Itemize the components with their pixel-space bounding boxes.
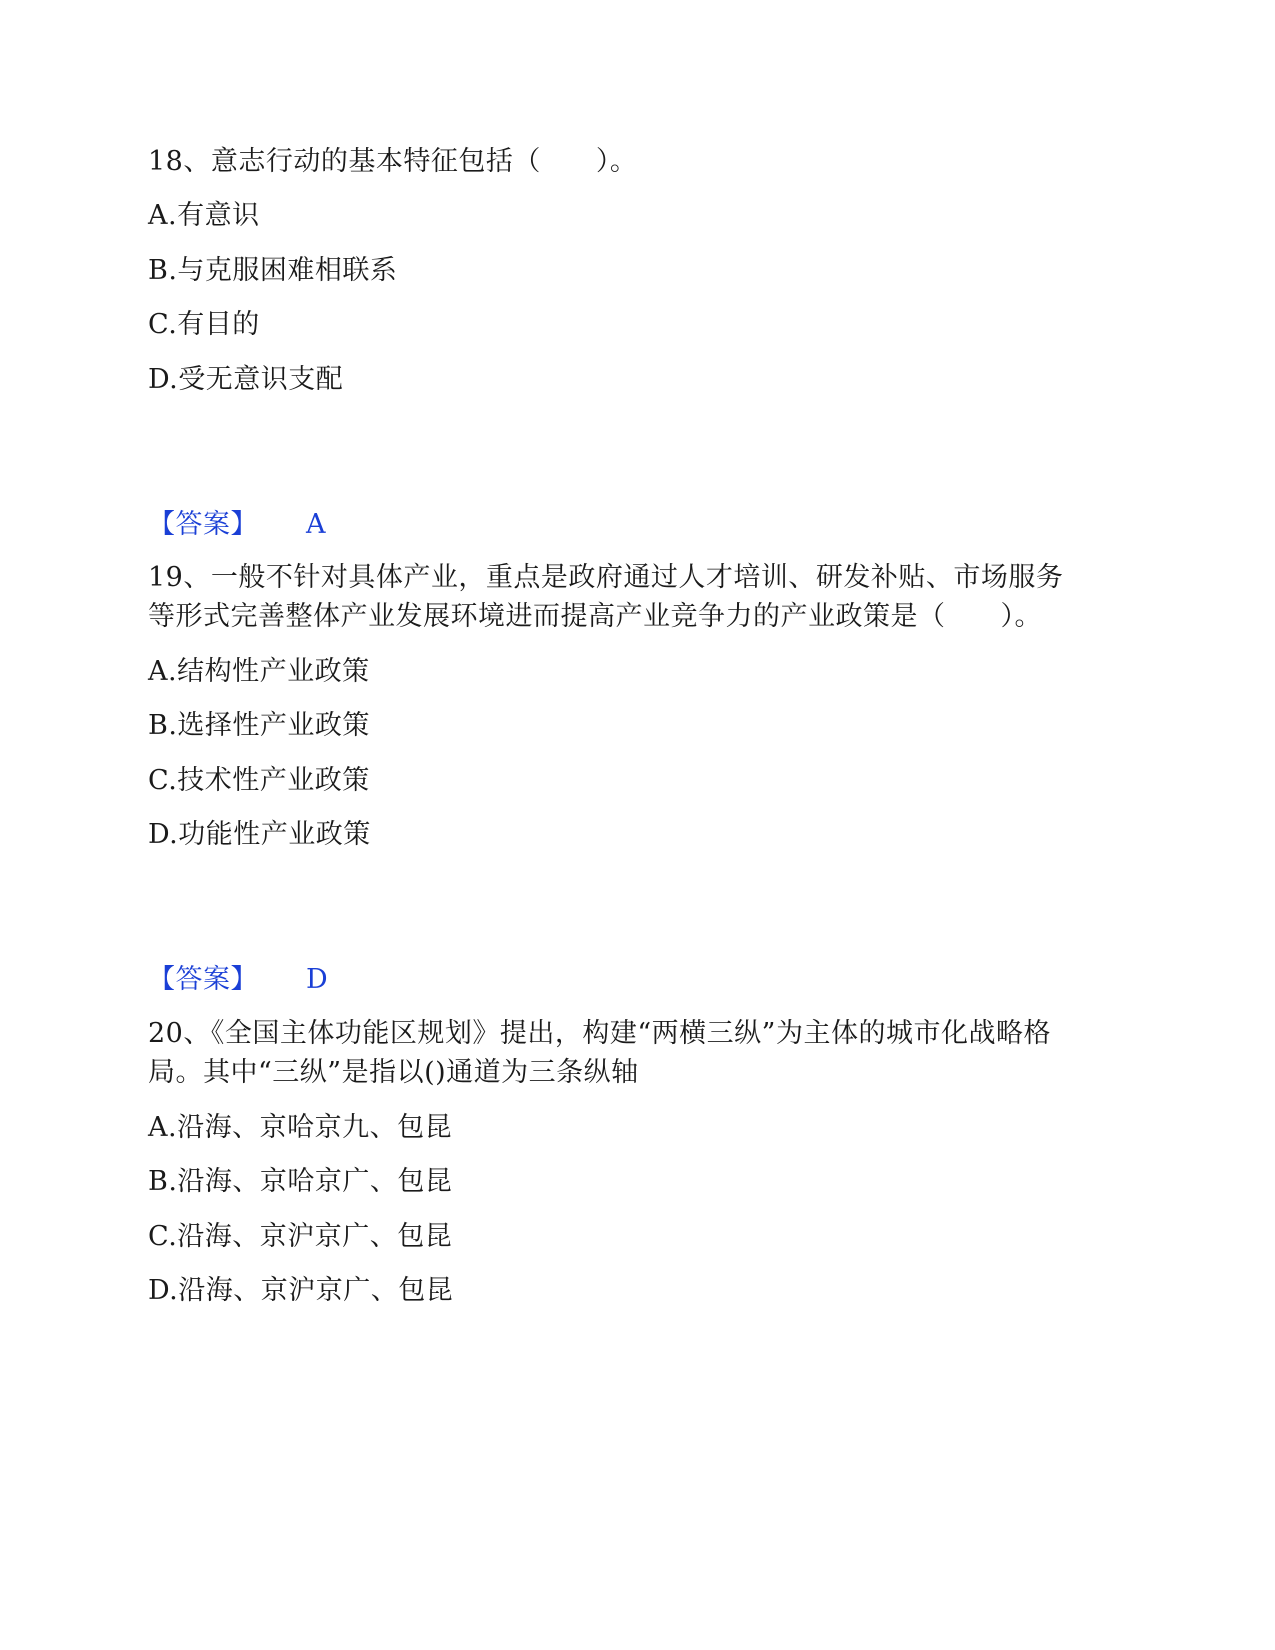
question-19-stem-line-2: 等形式完善整体产业发展环境进而提高产业竞争力的产业政策是（ ）。 [148,601,1042,632]
question-18-option-b: B.与克服困难相联系 [148,255,398,286]
question-18-option-d: D.受无意识支配 [148,364,344,395]
question-20-option-a: A.沿海、京哈京九、包昆 [148,1112,453,1143]
question-18-stem: 18、意志行动的基本特征包括（ ）。 [148,146,638,177]
answer-label: 【答案】 [148,509,258,540]
question-20-stem-line-1: 20、《全国主体功能区规划》提出，构建“两横三纵”为主体的城市化战略格 [148,1018,1051,1049]
answer-label: 【答案】 [148,964,258,995]
question-20-option-d: D.沿海、京沪京广、包昆 [148,1275,454,1306]
question-19-option-a: A.结构性产业政策 [148,656,370,687]
question-19-answer [148,960,328,1000]
answer-value: A [306,509,326,540]
question-19-stem-line-1: 19、一般不针对具体产业，重点是政府通过人才培训、研发补贴、市场服务 [148,562,1064,593]
question-19-option-d: D.功能性产业政策 [148,819,371,850]
question-19-option-c: C.技术性产业政策 [148,765,370,796]
question-18-option-a: A.有意识 [148,200,260,231]
question-20-option-c: C.沿海、京沪京广、包昆 [148,1221,453,1252]
question-19-option-b: B.选择性产业政策 [148,710,370,741]
answer-value: D [306,964,329,995]
question-20-option-b: B.沿海、京哈京广、包昆 [148,1166,453,1197]
question-20-stem-line-2: 局。其中“三纵”是指以()通道为三条纵轴 [148,1057,639,1088]
question-18-option-c: C.有目的 [148,309,260,340]
question-18-answer [148,505,326,545]
